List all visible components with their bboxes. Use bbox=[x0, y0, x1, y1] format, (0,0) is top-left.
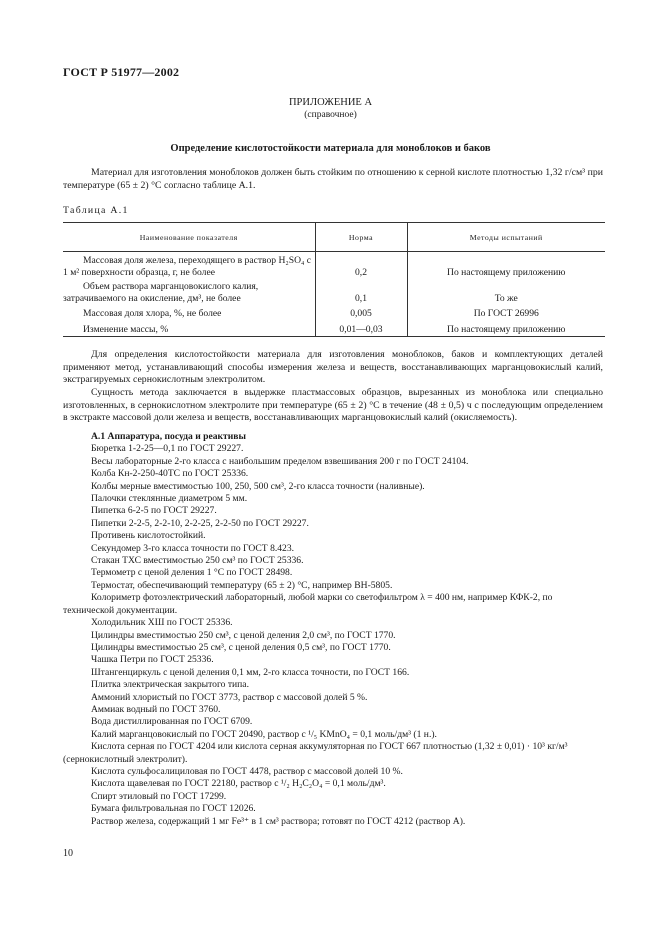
list-item: Спирт этиловый по ГОСТ 17299. bbox=[91, 790, 227, 802]
list-item: Термометр с ценой деления 1 °С по ГОСТ 28498. bbox=[91, 567, 293, 579]
list-item: Раствор железа, содержащий 1 мг Fe³⁺ в 1 см³ раствора; готовят по ГОСТ 4212 (раствор А). bbox=[91, 815, 466, 827]
table-cell-name: Массовая доля железа, переходящего в раствор H₂SO₄ с 1 м² поверхности образца, г, не более bbox=[63, 255, 312, 278]
table-cell-norm: 0,01—0,03 bbox=[315, 320, 407, 337]
list-item: Плитка электрическая закрытого типа. bbox=[91, 679, 249, 691]
list-item: Бумага фильтровальная по ГОСТ 12026. bbox=[91, 803, 256, 815]
table-cell-method: По настоящему приложению bbox=[407, 252, 605, 279]
appendix-subtitle: (справочное) bbox=[304, 110, 357, 120]
list-item: Кислота серная по ГОСТ 4204 или кислота серная аккумуляторная по ГОСТ 667 плотностью (1,32 ± 0,01) · 10³ кг/м³ (сернокислотный электролит). bbox=[63, 741, 568, 765]
list-item: Цилиндры вместимостью 250 см³, с ценой деления 2,0 см³, по ГОСТ 1770. bbox=[91, 629, 396, 641]
document-id: ГОСТ Р 51977—2002 bbox=[63, 65, 180, 79]
column-header: Методы испытаний bbox=[407, 223, 605, 252]
list-item: Противень кислотостойкий. bbox=[91, 530, 206, 542]
appendix-header bbox=[0, 97, 661, 121]
table-cell-norm: 0,2 bbox=[315, 252, 407, 279]
column-header: Наименование показателя bbox=[63, 223, 315, 252]
list-item: Кислота сульфосалициловая по ГОСТ 4478, раствор с массовой долей 10 %. bbox=[91, 765, 403, 777]
intro-paragraph: Материал для изготовления моноблоков должен быть стойким по отношению к серной кислоте плотностью 1,32 г/см³ при температуре (65 ± 2) °С согласно таблице А.1. bbox=[63, 167, 603, 191]
column-header: Норма bbox=[315, 223, 407, 252]
list-item: Пипетка 6-2-5 по ГОСТ 29227. bbox=[91, 505, 217, 517]
list-item: Пипетки 2-2-5, 2-2-10, 2-2-25, 2-2-50 по ГОСТ 29227. bbox=[91, 517, 309, 529]
table-cell-name: Массовая доля хлора, %, не более bbox=[83, 308, 222, 319]
list-item: Вода дистиллированная по ГОСТ 6709. bbox=[91, 716, 253, 728]
table-cell-norm: 0,1 bbox=[315, 278, 407, 304]
list-item: Термостат, обеспечивающий температуру (65 ± 2) °С, например ВН-5805. bbox=[91, 579, 393, 591]
list-item: Калий марганцовокислый по ГОСТ 20490, раствор c ¹/₅ KMnO₄ = 0,1 моль/дм³ (1 н.). bbox=[91, 728, 437, 740]
table-cell-method: По настоящему приложению bbox=[407, 320, 605, 337]
table-row bbox=[63, 252, 605, 279]
list-item: Чашка Петри по ГОСТ 25336. bbox=[91, 654, 214, 666]
table-cell-name: Объем раствора марганцовокислого калия, затрачиваемого на окисление, дм³, не более bbox=[63, 281, 259, 304]
list-item: Колбы мерные вместимостью 100, 250, 500 см³, 2-го класса точности (наливные). bbox=[91, 480, 425, 492]
table-label: Таблица А.1 bbox=[63, 205, 129, 216]
table-cell-norm: 0,005 bbox=[315, 304, 407, 320]
appendix-title: ПРИЛОЖЕНИЕ А bbox=[288, 97, 373, 108]
table-row bbox=[63, 320, 605, 337]
apparatus-section bbox=[63, 431, 603, 828]
list-item: Цилиндры вместимостью 25 см³, с ценой деления 0,5 см³, по ГОСТ 1770. bbox=[91, 641, 391, 653]
norms-table bbox=[63, 222, 605, 337]
table-row bbox=[63, 304, 605, 320]
list-item: Аммиак водный по ГОСТ 3760. bbox=[91, 703, 221, 715]
list-item: Бюретка 1-2-25—0,1 по ГОСТ 29227. bbox=[91, 443, 244, 455]
table-cell-method: То же bbox=[407, 278, 605, 304]
section-title: А.1 Аппаратура, посуда и реактивы bbox=[91, 431, 246, 442]
table-header-row bbox=[63, 223, 605, 252]
list-item: Секундомер 3-го класса точности по ГОСТ 8.423. bbox=[91, 542, 295, 554]
appendix-heading: Определение кислотостойкости материала для моноблоков и баков bbox=[170, 143, 491, 154]
method-paragraph: Для определения кислотостойкости материала для изготовления моноблоков, баков и комплектующих деталей применяют метод, устанавливающий способы измерения железа и веществ, восстанавливающих марганцовокислый калий, экстрагируемых сернокислотным электролитом. bbox=[63, 349, 603, 385]
page-number: 10 bbox=[63, 848, 73, 859]
list-item: Холодильник ХШ по ГОСТ 25336. bbox=[91, 617, 233, 629]
list-item: Колориметр фотоэлектрический лабораторный, любой марки со светофильтром λ = 400 нм, например КФК-2, по технической документации. bbox=[63, 592, 553, 616]
list-item: Палочки стеклянные диаметром 5 мм. bbox=[91, 493, 248, 505]
list-item: Колба Кн-2-250-40ТС по ГОСТ 25336. bbox=[91, 468, 249, 480]
list-item: Аммоний хлористый по ГОСТ 3773, раствор с массовой долей 5 %. bbox=[91, 691, 368, 703]
essence-paragraph: Сущность метода заключается в выдержке пластмассовых образцов, вырезанных из моноблока или специально изготовленных, в сернокислотном электролите при температуре (65 ± 2) °С в течение (48 ± 0,5) ч с последующим определением в экстракте массовой доли железа и веществ, восстанавливающих марганцовокислый калий (окисляемость). bbox=[63, 387, 603, 423]
list-item: Кислота щавелевая по ГОСТ 22180, раствор c ¹/₂ H₂C₂O₄ = 0,1 моль/дм³. bbox=[91, 778, 386, 790]
list-item: Весы лабораторные 2-го класса с наибольшим пределом взвешивания 200 г по ГОСТ 24104. bbox=[91, 455, 469, 467]
table-cell-name: Изменение массы, % bbox=[63, 320, 315, 337]
apparatus-list bbox=[63, 443, 603, 828]
table-row bbox=[63, 278, 605, 304]
table-cell-method: По ГОСТ 26996 bbox=[407, 304, 605, 320]
list-item: Штангенциркуль с ценой деления 0,1 мм, 2-го класса точности, по ГОСТ 166. bbox=[91, 666, 410, 678]
list-item: Стакан ТХС вместимостью 250 см³ по ГОСТ 25336. bbox=[91, 555, 304, 567]
